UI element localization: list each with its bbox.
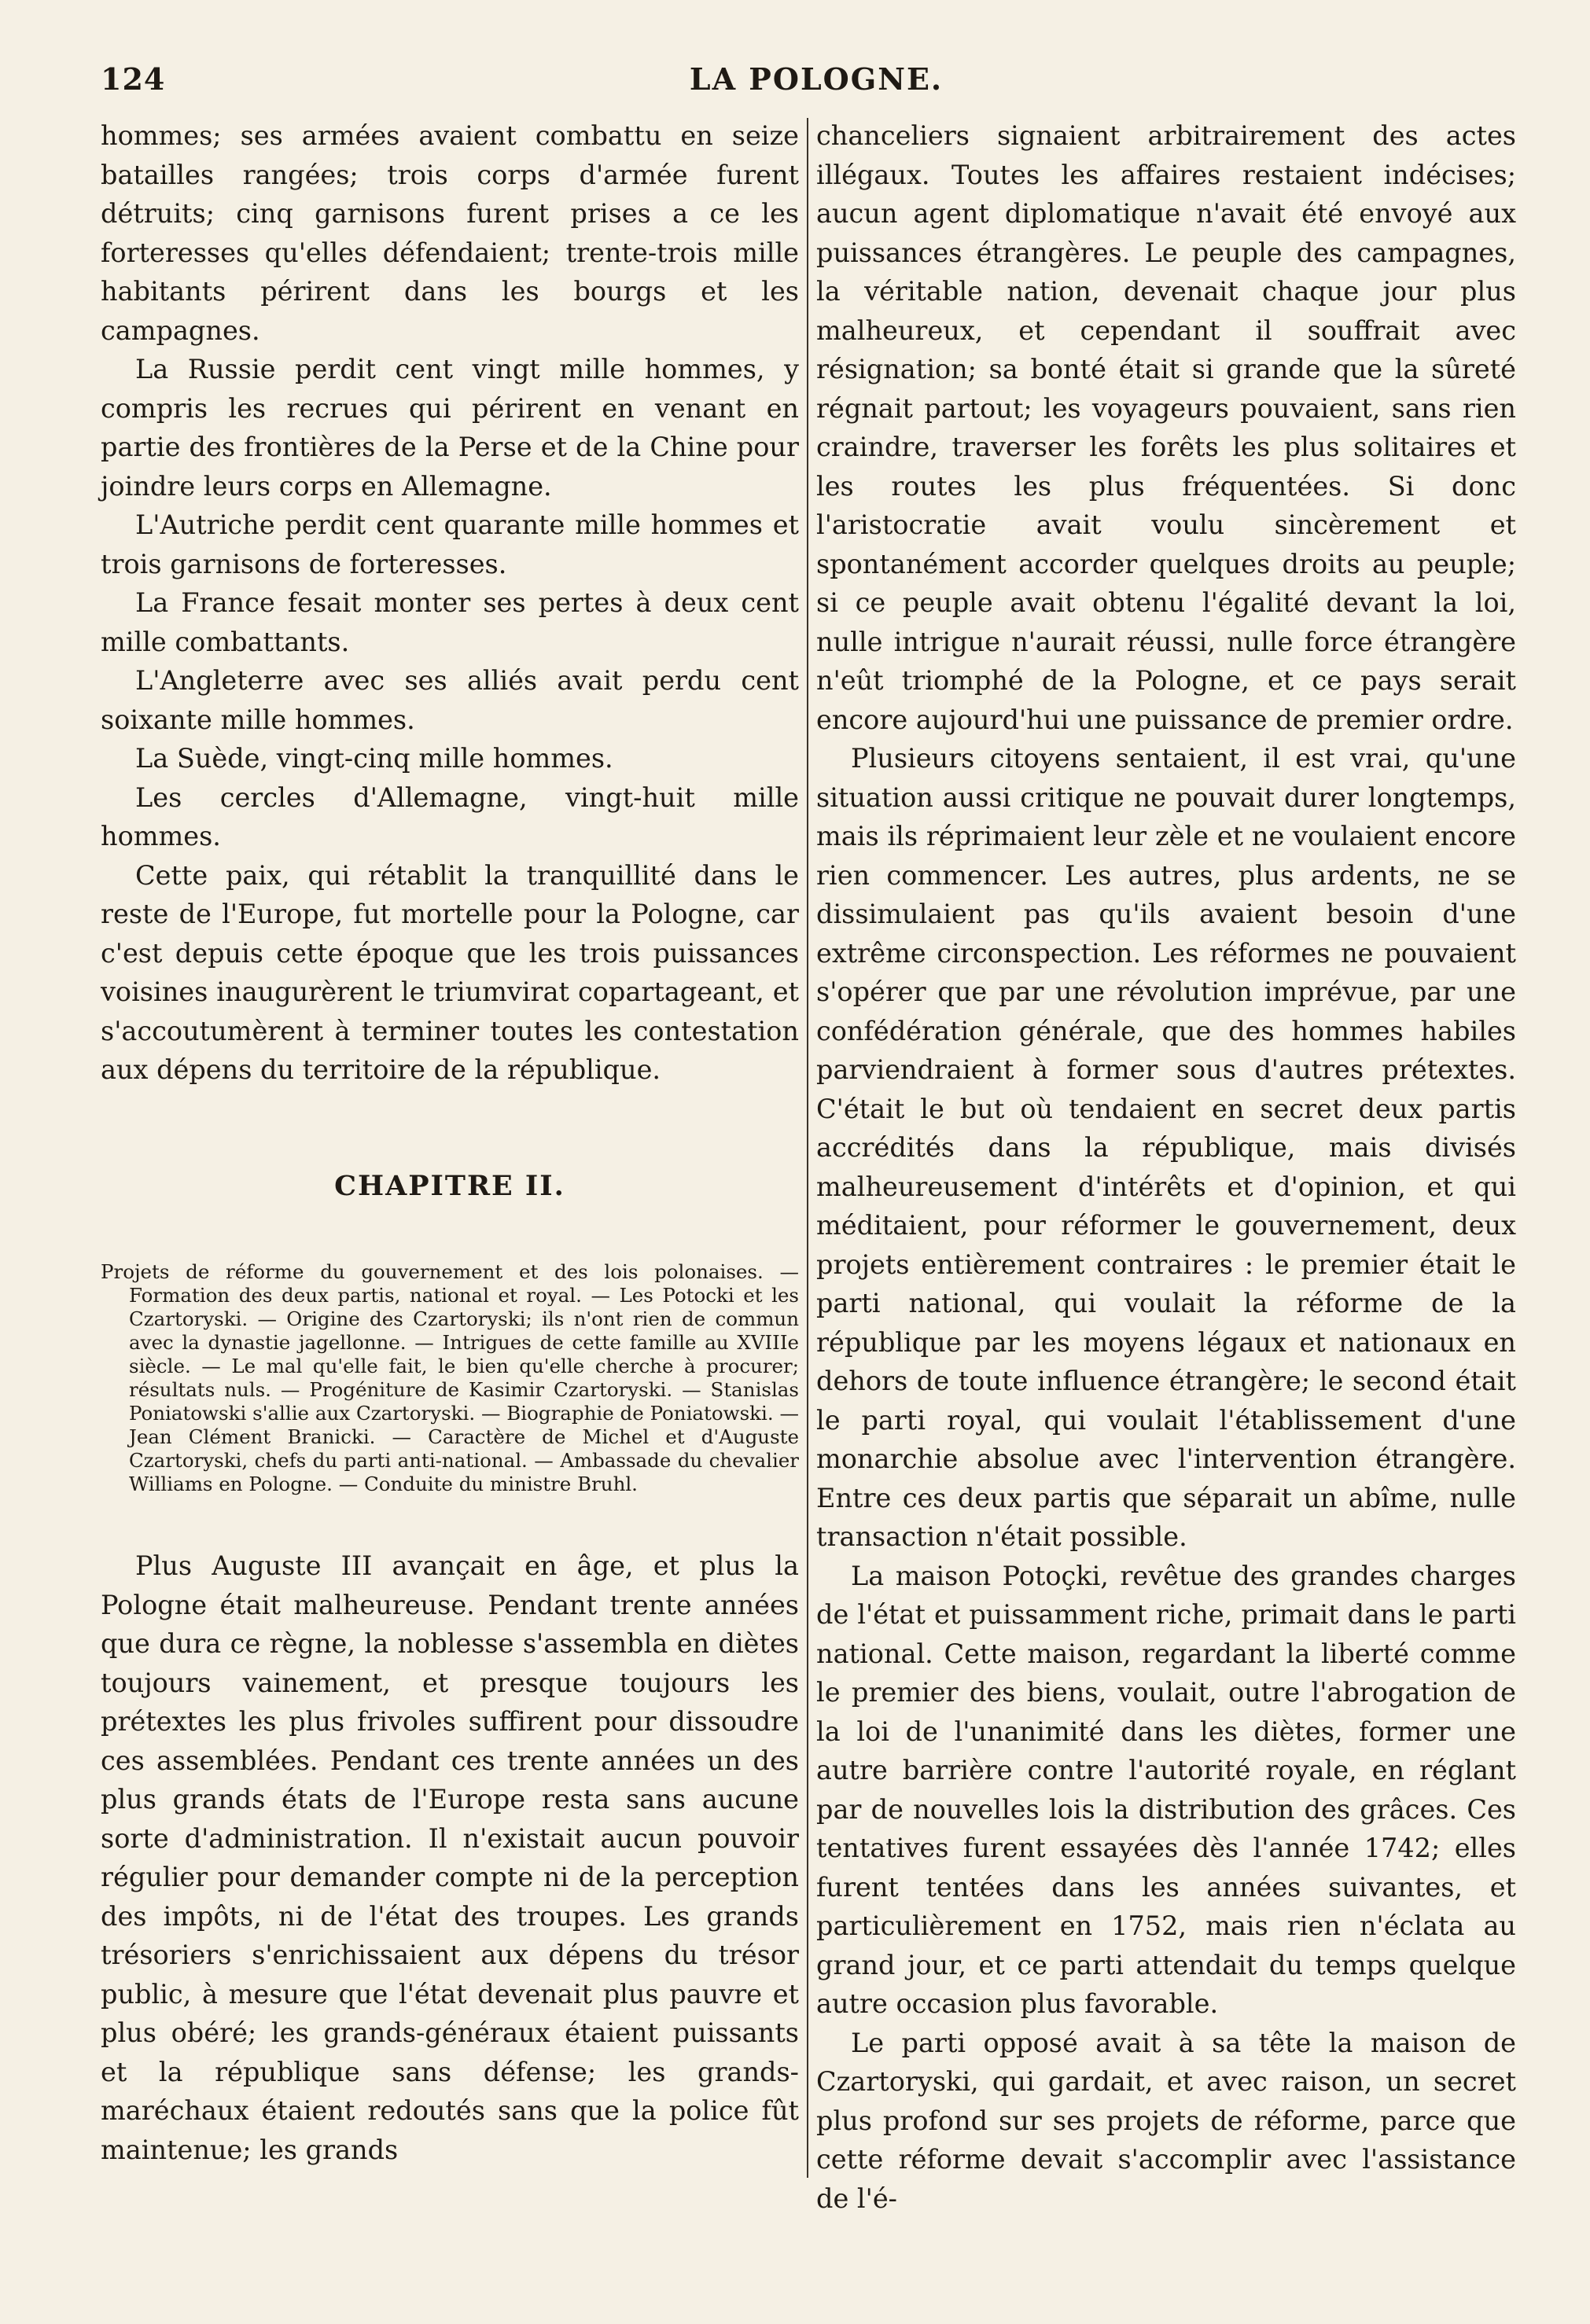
column-divider [807,118,808,2178]
right-column [816,116,1516,2218]
chapter-summary: Projets de réforme du gouvernement et des lois polonaises. — Formation des deux partis, national et royal. — Les Potocki et les Czartoryski. — Origine des Czartoryski; ils n'ont rien de commun avec la dynastie jagellonne. — Intrigues de cette famille au XVIIIe siècle. — Le mal qu'elle fait, le bien qu'elle cherche à procurer; résultats nuls. — Progéniture de Kasimir Czartoryski. — Stanislas Poniatowski s'allie aux Czartoryski. — Biographie de Poniatowski. — Jean Clément Branicki. — Caractère de Michel et d'Auguste Czartoryski, chefs du parti anti-national. — Ambassade du chevalier Williams en Pologne. — Conduite du ministre Bruhl. [101,1260,799,1495]
body-paragraph: hommes; ses armées avaient combattu en seize batailles rangées; trois corps d'armée furent détruits; cinq garnisons furent prises a ce les forteresses qu'elles défendaient; trente-trois mille habitants périrent dans les bourgs et les campagnes. [101,120,799,346]
body-paragraph: Les cercles d'Allemagne, vingt-huit mille hommes. [101,781,799,851]
body-paragraph: Le parti opposé avait à sa tête la maison de Czartoryski, qui gardait, et avec raison, un secret plus profond sur ses projets de réforme, parce que cette réforme devait s'accomplir avec l'assistance de l'é- [816,2027,1516,2214]
body-paragraph: La Suède, vingt-cinq mille hommes. [135,743,613,774]
body-paragraph: Cette paix, qui rétablit la tranquillité dans le reste de l'Europe, fut mortelle pour la Pologne, car c'est depuis cette époque que les trois puissances voisines inaugurèrent le triumvirat copartageant, et s'accoutumèrent à terminer toutes les contestation aux dépens du territoire de la république. [101,859,799,1085]
body-paragraph: chanceliers signaient arbitrairement des actes illégaux. Toutes les affaires restaient indécises; aucun agent diplomatique n'avait été envoyé aux puissances étrangères. Le peuple des campagnes, la véritable nation, devenait chaque jour plus malheureux, et cependant il souffrait avec résignation; sa bonté était si grande que la sûreté régnait partout; les voyageurs pouvaient, sans rien craindre, traverser les forêts les plus solitaires et les routes les plus fréquentées. Si donc l'aristocratie avait voulu sincèrement et spontanément accorder quelques droits au peuple; si ce peuple avait obtenu l'égalité devant la loi, nulle intrigue n'aurait réussi, nulle force étrangère n'eût triomphé de la Pologne, et ce pays serait encore aujourd'hui une puissance de premier ordre. [816,120,1516,735]
body-paragraph: La France fesait monter ses pertes à deux cent mille combattants. [101,587,799,657]
body-paragraph: La maison Potoçki, revêtue des grandes charges de l'état et puissamment riche, primait dans le parti national. Cette maison, regardant la liberté comme le premier des biens, voulait, outre l'abrogation de la loi de l'unanimité dans les diètes, former une autre barrière contre l'autorité royale, en réglant par de nouvelles lois la distribution des grâces. Ces tentatives furent essayées dès l'année 1742; elles furent tentées dans les années suivantes, et particulièrement en 1752, mais rien n'éclata au grand jour, et ce parti attendait du temps quelque autre occasion plus favorable. [816,1560,1516,2019]
body-paragraph: L'Angleterre avec ses alliés avait perdu cent soixante mille hommes. [101,665,799,735]
body-paragraph: L'Autriche perdit cent quarante mille hommes et trois garnisons de forteresses. [101,509,799,579]
chapter-heading: CHAPITRE II. [334,1169,565,1202]
page-number: 124 [101,61,166,97]
left-column [101,116,799,2169]
body-paragraph: Plusieurs citoyens sentaient, il est vrai, qu'une situation aussi critique ne pouvait durer longtemps, mais ils réprimaient leur zèle et ne voulaient encore rien commencer. Les autres, plus ardents, ne se dissimulaient pas qu'ils avaient besoin d'une extrême circonspection. Les réformes ne pouvaient s'opérer que par une révolution imprévue, par une confédération générale, que des hommes habiles parviendraient à former sous d'autres prétextes. C'était le but où tendaient en secret deux partis accrédités dans la république, mais divisés malheureusement d'intérêts et d'opinion, et qui méditaient, pour réformer le gouvernement, deux projets entièrement contraires : le premier était le parti national, qui voulait la réforme de la république par les moyens légaux et nationaux en dehors de toute influence étrangère; le second était le parti royal, qui voulait l'établissement d'une monarchie absolue avec l'intervention étrangère. Entre ces deux partis que séparait un abîme, nulle transaction n'était possible. [816,743,1516,1552]
page-header [101,61,1532,105]
running-title: LA POLOGNE. [689,61,944,97]
chapter-opening-paragraph: Plus Auguste III avançait en âge, et plus la Pologne était malheureuse. Pendant trente années que dura ce règne, la noblesse s'assembla en diètes toujours vainement, et presque toujours les prétextes les plus frivoles suffirent pour dissoudre ces assemblées. Pendant ces trente années un des plus grands états de l'Europe resta sans aucune sorte d'administration. Il n'existait aucun pouvoir régulier pour demander compte ni de la perception des impôts, ni de l'état des troupes. Les grands trésoriers s'enrichissaient aux dépens du trésor public, à mesure que l'état devenait plus pauvre et plus obéré; les grands-généraux étaient puissants et la république sans défense; les grands-maréchaux étaient redoutés sans que la police fût maintenue; les grands [101,1550,799,2165]
body-paragraph: La Russie perdit cent vingt mille hommes, y compris les recrues qui périrent en venant en partie des frontières de la Perse et de la Chine pour joindre leurs corps en Allemagne. [101,354,799,502]
